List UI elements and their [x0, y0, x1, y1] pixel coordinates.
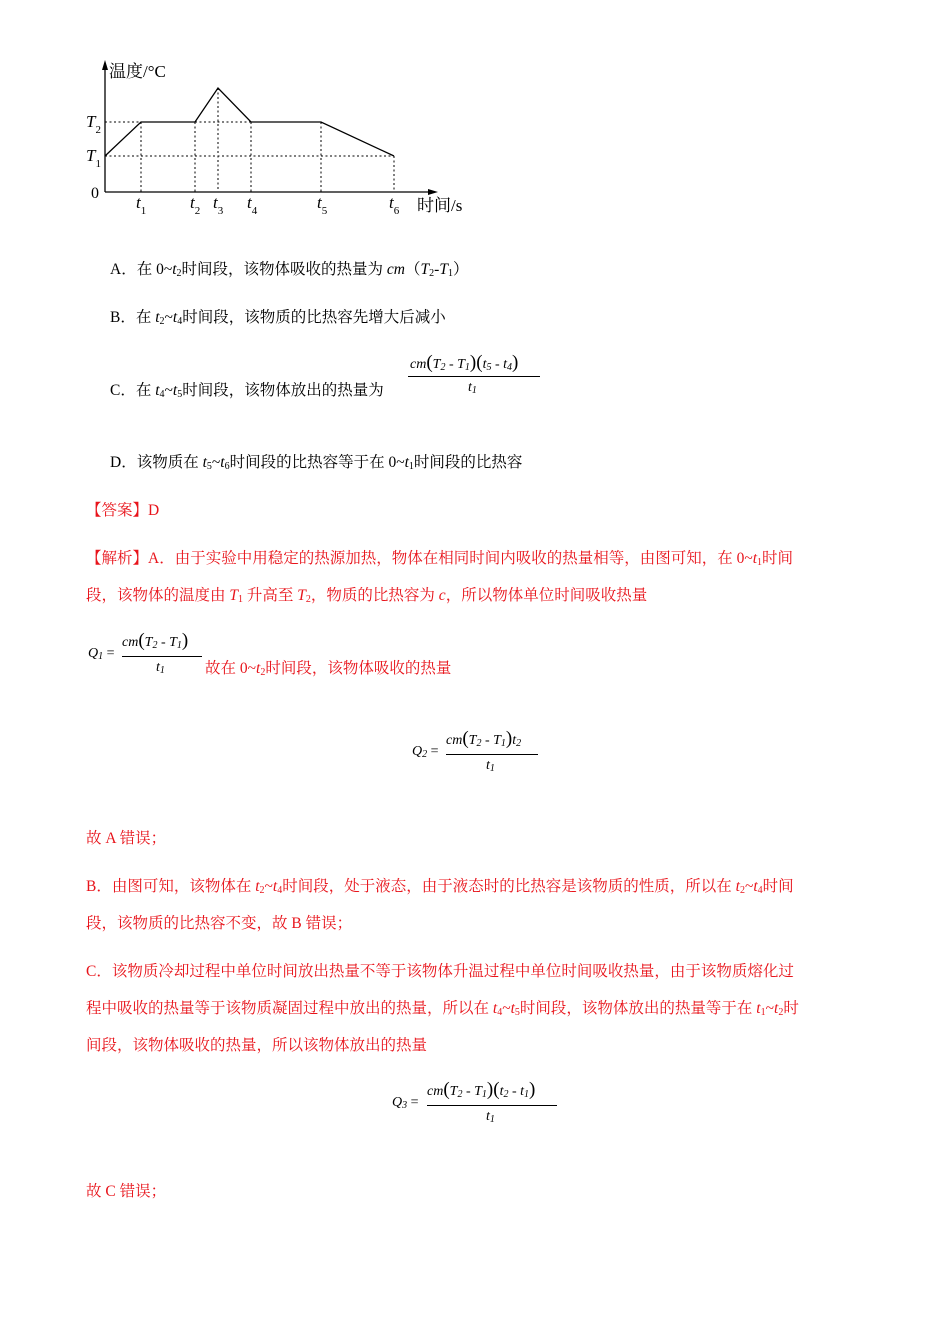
analysis-b-line-1: B．由图可知，该物体在 $t_2\sim t_4$时间段，处于液态，由于液态时的比热容是该物质的性质，所以在 $t_2\sim t_4$时间 — [86, 878, 794, 896]
x-tick-t5: $t_5$ — [317, 193, 328, 217]
analysis-c-line-2: 程中吸收的热量等于该物质凝固过程中放出的热量，所以在 $t_4\sim t_5$时间段，该物体放出的热量等于在 $t_1\sim t_2$时 — [86, 1000, 799, 1018]
analysis-c-line-3: 间段，该物体吸收的热量，所以该物体放出的热量 — [86, 1037, 428, 1054]
formula-q3: $Q_3$ = $cm(T_2 - T_1)(t_2 - t_1)$ $t_1$ — [392, 1078, 560, 1132]
origin-label: 0 — [91, 185, 99, 202]
x-tick-t2: $t_2$ — [190, 193, 201, 217]
y-axis-label: 温度/°C — [109, 62, 166, 81]
analysis-line-1: 【解析】A．由于实验中用稳定的热源加热，物体在相同时间内吸收的热量相等，由图可知，在 $0\sim t_1$时间 — [86, 550, 794, 568]
y-axis-arrow — [102, 60, 108, 70]
temperature-time-graph — [0, 0, 950, 230]
answer: 【答案】D — [86, 502, 160, 519]
option-b: B．在 $t_2\sim t_4$时间段，该物质的比热容先增大后减小 — [110, 309, 446, 327]
x-tick-t3: $t_3$ — [213, 193, 224, 217]
y-tick-T1: $T_1$ — [86, 146, 101, 170]
option-a: A．在 $0\sim t_2$时间段，该物体吸收的热量为 $cm(T_2-T_1)$ — [110, 261, 469, 279]
x-tick-t1: $t_1$ — [136, 193, 147, 217]
analysis-after-q1: 故在 $0\sim t_2$时间段，该物体吸收的热量 — [205, 660, 452, 678]
y-tick-T2: $T_2$ — [86, 112, 101, 136]
analysis-line-2: 段，该物体的温度由 $T_1$ 升高至 $T_2$，物质的比热容为 c，所以物体单位时间吸收热量 — [86, 587, 648, 605]
option-c: C．在 $t_4\sim t_5$时间段，该物体放出的热量为 — [110, 382, 384, 400]
guide-lines — [105, 88, 394, 192]
analysis-c-line-1: C．该物质冷却过程中单位时间放出热量不等于该物体升温过程中单位时间吸收热量，由于该物质熔化过 — [86, 963, 794, 980]
analysis-a-wrong: 故 A 错误； — [86, 830, 167, 847]
option-d: D．该物质在 $t_5\sim t_6$时间段的比热容等于在 $0\sim t_1$时间段的比热容 — [110, 454, 523, 472]
x-tick-t4: $t_4$ — [247, 193, 258, 217]
option-c-formula: $cm(T_2 - T_1)(t_5 - t_4)$ $t_1$ — [408, 350, 540, 402]
formula-q1: $Q_1$ = $cm(T_2 - T_1)$ $t_1$ — [88, 628, 204, 682]
x-axis-label: 时间/s — [417, 196, 463, 215]
formula-q2: $Q_2$ = $cm(T_2 - T_1)t_2$ $t_1$ — [412, 728, 542, 782]
x-axis-arrow — [428, 189, 438, 195]
analysis-c-wrong: 故 C 错误； — [86, 1183, 167, 1200]
analysis-b-line-2: 段，该物质的比热容不变，故 B 错误； — [86, 915, 353, 932]
x-tick-t6: $t_6$ — [389, 193, 400, 217]
